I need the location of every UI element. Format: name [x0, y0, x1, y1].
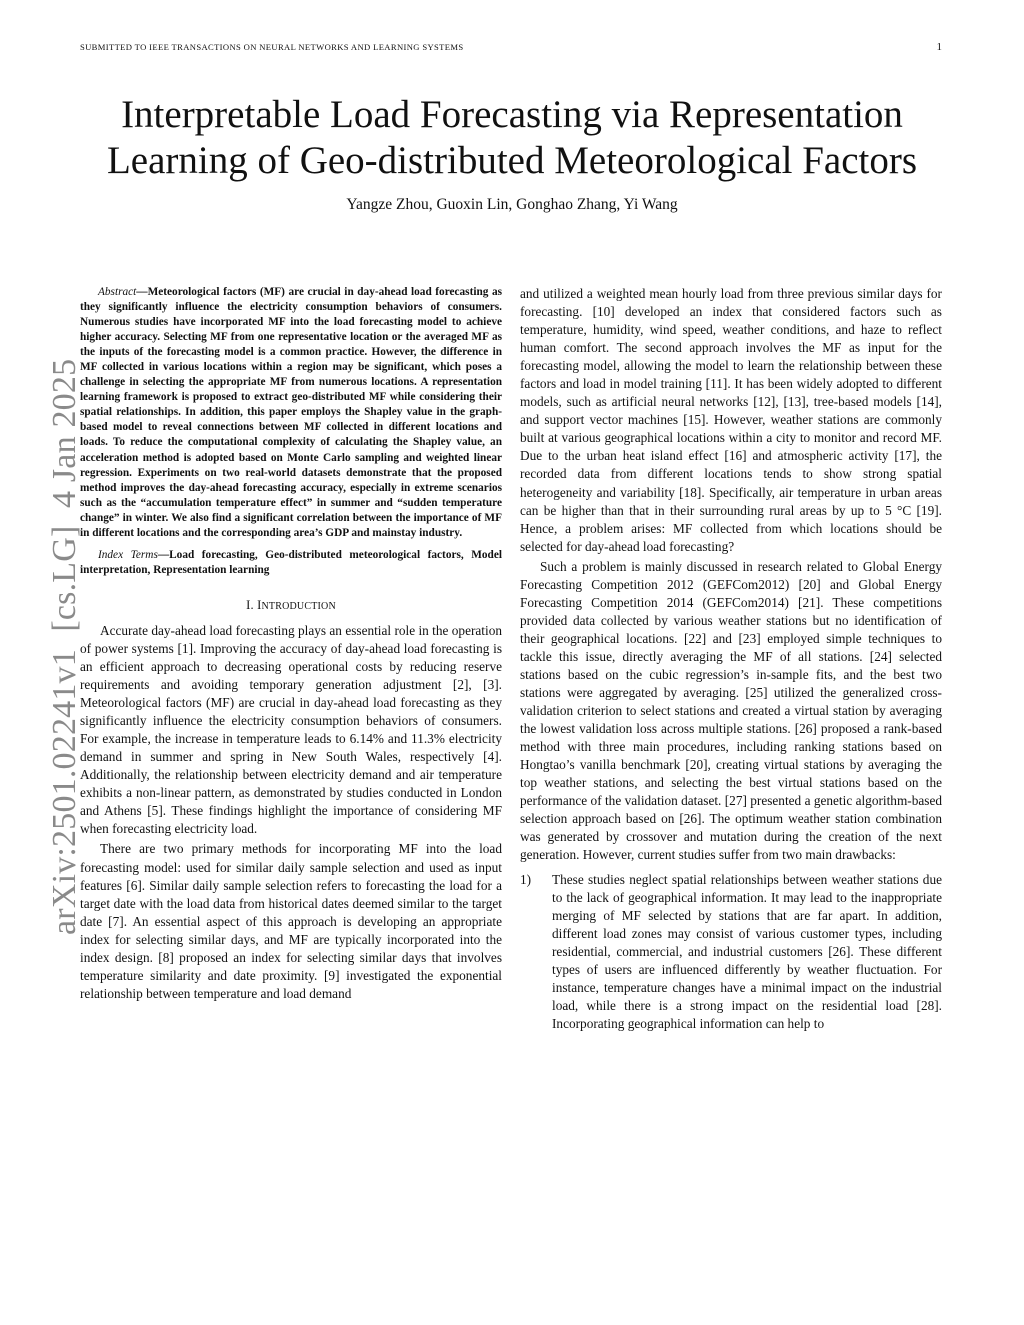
section-heading-introduction — [80, 598, 502, 613]
index-terms-text: —Load forecasting, Geo-distributed meteorological factors, Model interpretation, Representation learning — [80, 548, 502, 576]
title-line-1: Interpretable Load Forecasting via Representation — [121, 93, 903, 136]
abstract-text: —Meteorological factors (MF) are crucial in day-ahead load forecasting as they significantly influence the electricity consumption behaviors of consumers. Numerous studies have incorporated MF into the load forecasting model to achieve higher accuracy. Selecting MF from one representative location or the averaged MF as the inputs of the forecasting model is a common practice. However, the difference in MF collected in various locations within a region may be significant, which poses a challenge in selecting the appropriate MF from numerous locations. A representation learning framework is proposed to extract geo-distributed MF while considering their spatial relationships. In addition, this paper employs the Shapley value in the graph-based model to reveal connections between MF collected in different locations and loads. To reduce the computational complexity of calculating the Shapley value, an acceleration method is adopted based on Monte Carlo sampling and weighted linear regression. Experiments on two real-world datasets demonstrate that the proposed method improves the day-ahead forecasting accuracy, especially in extreme scenarios such as the “accumulation temperature effect” in summer and “sudden temperature change” in winter. We also find a significant correlation between the importance of MF in different locations and the corresponding area’s GDP and mainstay industry. — [80, 286, 502, 539]
page-number: 1 — [936, 41, 942, 53]
abstract — [80, 285, 502, 541]
intro-paragraph-2-continued: and utilized a weighted mean hourly load from three previous similar days for forecasting. [10] developed an index that considered factors such as temperature, humidity, wind speed, weather conditions, and haze to reflect human comfort. The second approach involves the MF as input for the forecasting model, allowing the model to learn the relationship between these factors and load in model training [11]. It has been widely adopted to different models, such as artificial neural networks [12], [13], tree-based models [14], and support vector machines [15]. However, weather stations are commonly built at various geographical locations within a city to monitor and record MF. Due to the urban heat island effect [16] and atmospheric activity [17], the recorded data from different locations tends to show strong spatial heterogeneity and variability [18]. Specifically, air temperature in urban areas can be higher than that in their surrounding rural areas by up to 5 °C [19]. Hence, a problem arises: MF collected from which locations should be selected for day-ahead load forecasting? — [520, 286, 942, 554]
list-item-text: These studies neglect spatial relationships between weather stations due to the lack of geographical information. It may lead to the inappropriate merging of MF selected by stations that are far apart. In addition, different load zones may consist of various customer types, including residential, commercial, and industrial customers [26]. These different types of users are influenced differently by weather fluctuation. For instance, temperature changes have a minimal impact on the industrial load, while there is a strong impact on the residential load [28]. Incorporating geographical information can help to — [552, 871, 942, 1031]
intro-paragraph-2: There are two primary methods for incorporating MF into the load forecasting model: used for similar daily sample selection and used as input features [6]. Similar daily sample selection refers to forecasting the load for a target date with the load data from historical dates deemed similar to the target date [7]. An essential aspect of this approach is developing an appropriate index for selecting similar days, and MF are typically incorporated into the index design. [8] proposed an index for selecting similar days that involves temperature similarity and date proximity. [9] investigated the exponential relationship between temperature and load demand — [80, 841, 502, 1001]
intro-paragraph-1: Accurate day-ahead load forecasting plays an essential role in the operation of power systems [1]. Improving the accuracy of day-ahead load forecasting is an efficient approach to decreasing operational costs by reducing reserve requirements and avoiding temporary generation adjustment [2], [3]. Meteorological factors (MF) are crucial in day-ahead load forecasting as they significantly influence the electricity consumption behaviors of consumers. For example, the increase in temperature leads to 6.14% and 11.3% electricity demand in summer and spring in New South Wales, respectively [4]. Additionally, the relationship between electricity demand and air temperature exhibits a non-linear pattern, as demonstrated by studies conducted in London and Athens [5]. These findings highlight the importance of considering MF when forecasting electricity load. — [80, 622, 502, 837]
left-column — [80, 285, 502, 1003]
index-terms — [80, 548, 502, 578]
arxiv-identifier[interactable]: arXiv:2501.02241v1 [cs.LG] 4 Jan 2025 — [46, 358, 83, 935]
intro-paragraph-3: Such a problem is mainly discussed in research related to Global Energy Forecasting Competition 2012 (GEFCom2012) [20] and Global Energy Forecasting Competition 2014 (GEFCom2014) [21]. These competitions provided data collected by various weather stations but no identification of their geographical locations. [22] and [23] employed simple techniques to tackle this issue, directly averaging the MF of all stations. [24] selected stations based on the cubic regression’s in-sample fits, and the best two stations were aggregated by averaging. [25] utilized the generalized cross-validation criterion to select stations and created a virtual station by averaging the lowest validation loss across multiple stations. [26] proposed a rank-based method with three main procedures, including ranking stations based on Hongtao’s vanilla benchmark [20], creating virtual stations by averaging the top weather stations, and selecting the best virtual stations based on the performance of the validation dataset. [27] presented a genetic algorithm-based selection approach based on [26]. The optimum weather station combination was generated by crossover and mutation during the creation of the next generation. However, current studies suffer from two main drawbacks: — [520, 558, 942, 863]
list-item-number: 1) — [520, 871, 532, 887]
section-number: I. I — [246, 597, 262, 612]
index-terms-label: Index Terms — [98, 548, 158, 561]
title-line-2: Learning of Geo-distributed Meteorological Factors — [106, 139, 918, 182]
author-list: Yangze Zhou, Guoxin Lin, Gonghao Zhang, Yi Wang — [346, 196, 678, 213]
drawback-list-item — [520, 871, 942, 1033]
paper-title — [60, 92, 964, 184]
journal-name: SUBMITTED TO IEEE TRANSACTIONS ON NEURAL NETWORKS AND LEARNING SYSTEMS — [80, 42, 464, 52]
running-head — [80, 42, 942, 56]
abstract-label: Abstract — [98, 286, 137, 298]
right-column — [520, 285, 942, 1033]
section-title-rest: NTRODUCTION — [261, 600, 336, 612]
